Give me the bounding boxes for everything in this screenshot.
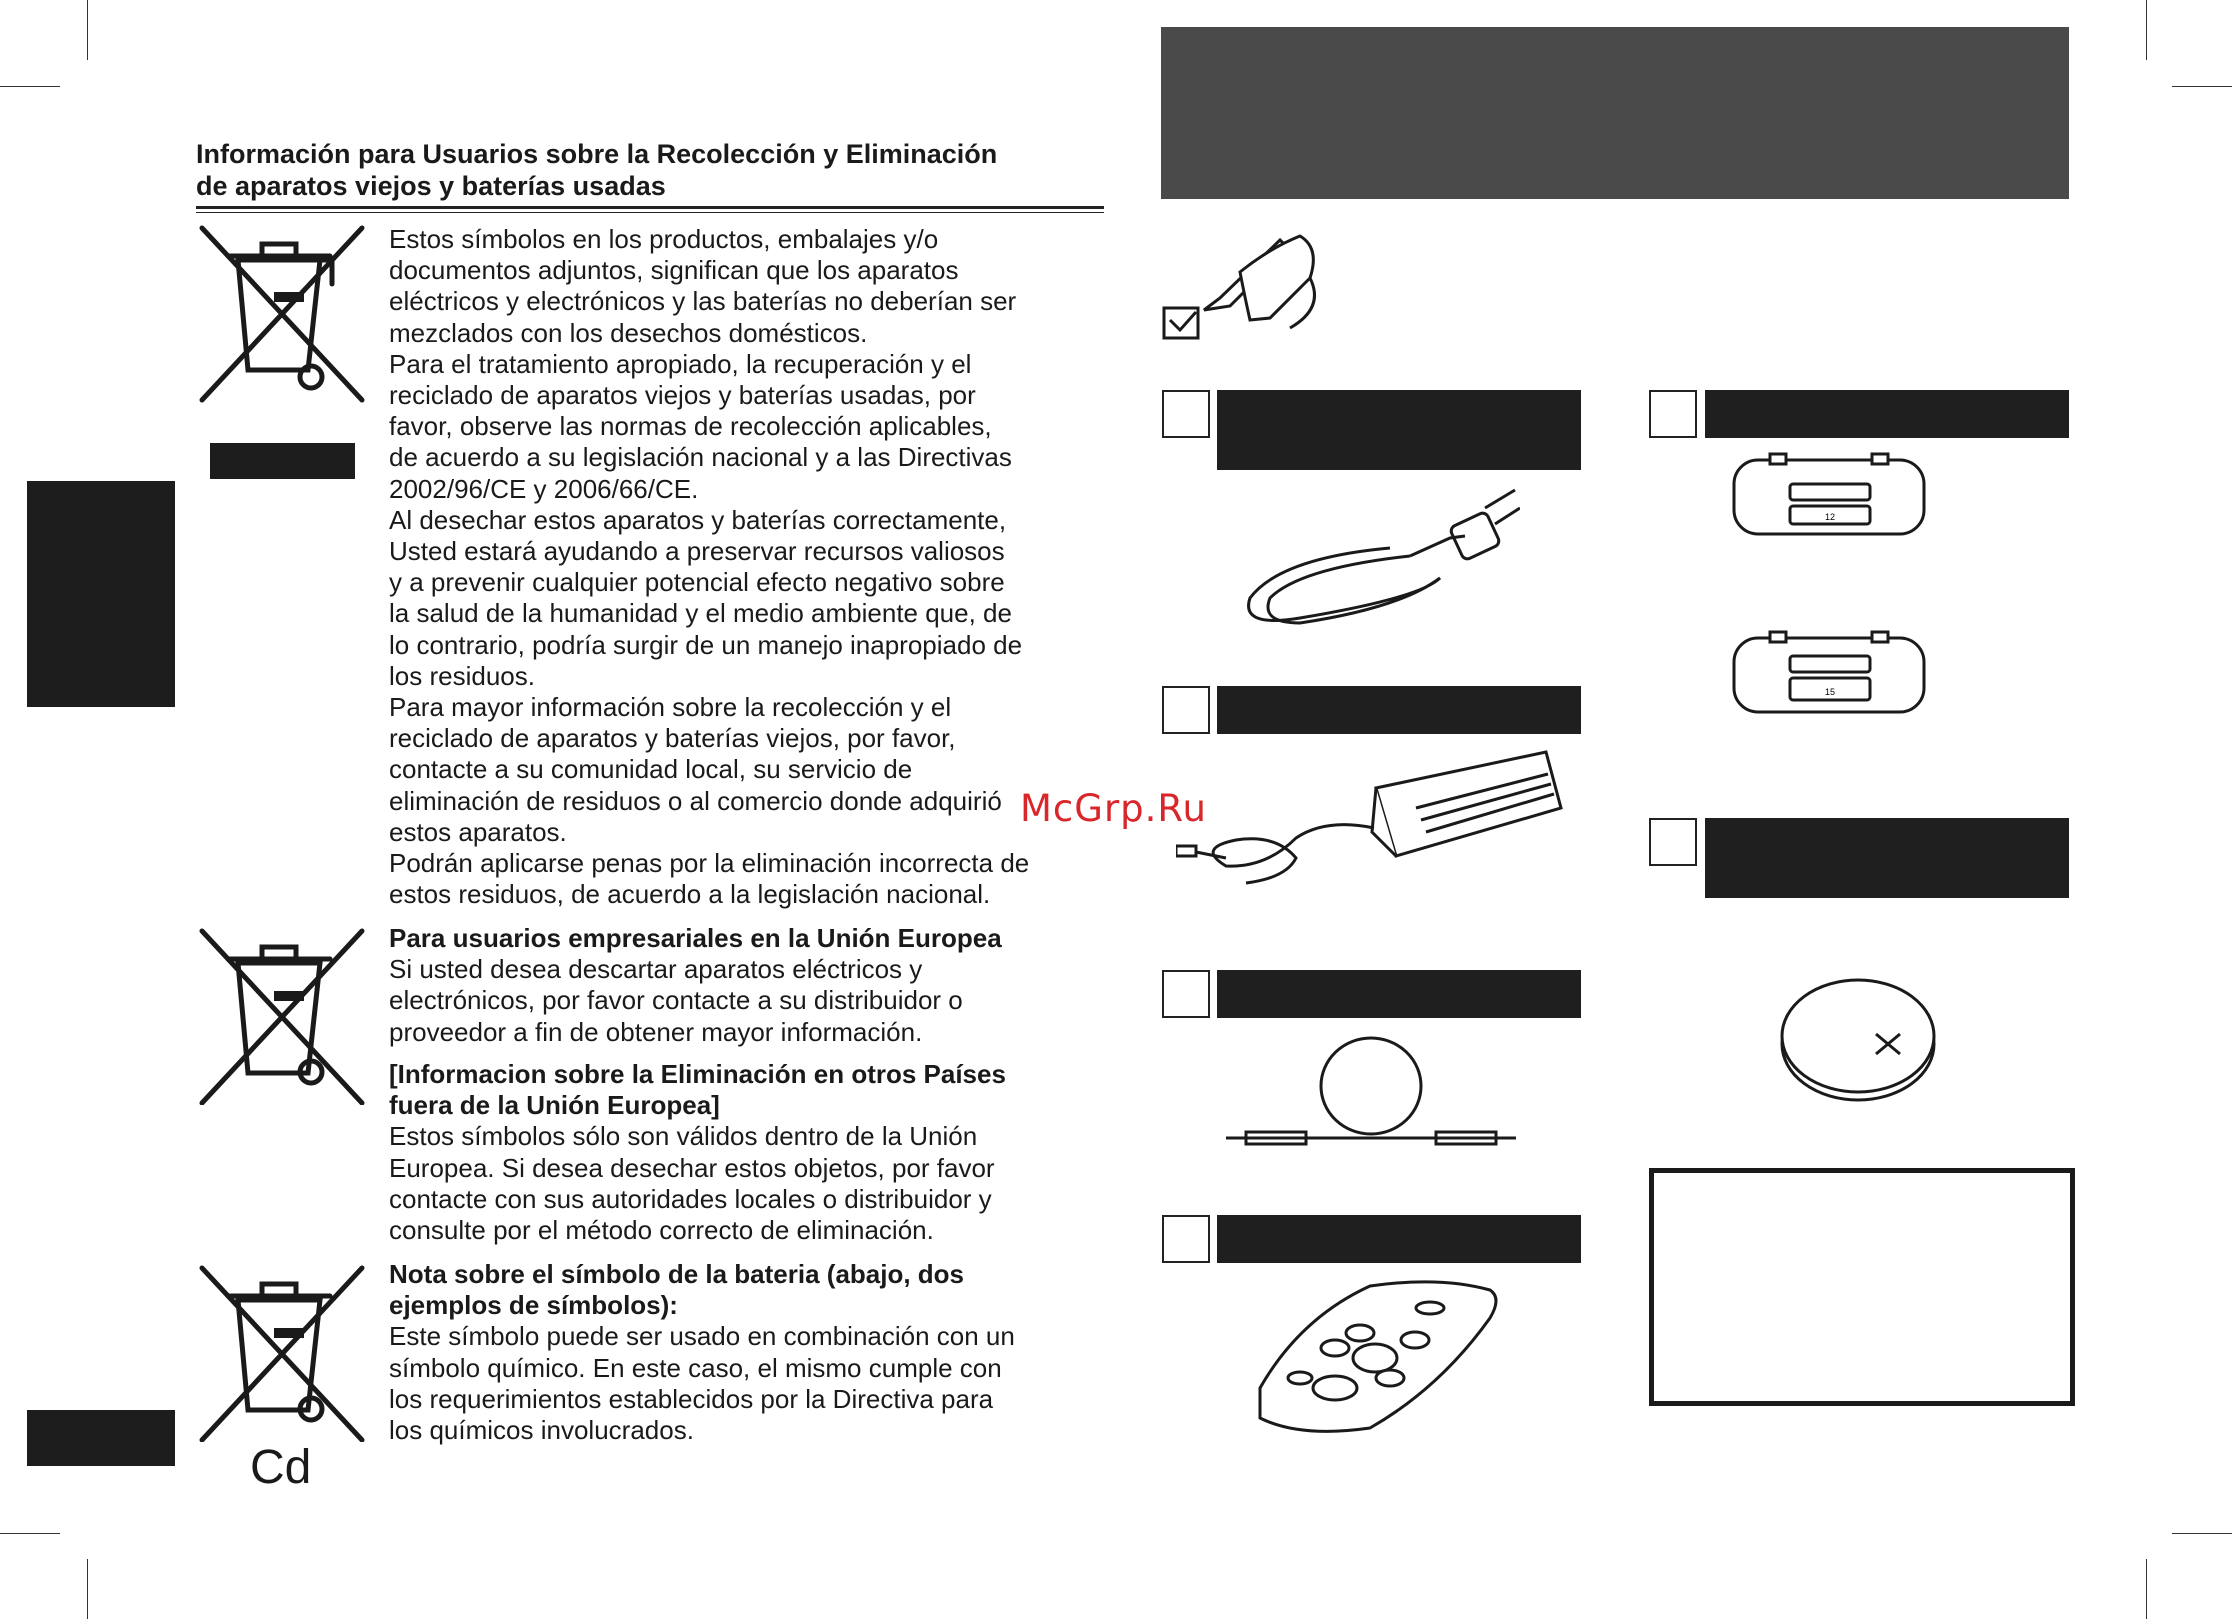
text-line: electrónicos, por favor contacte a su distribuidor o — [389, 985, 963, 1016]
ac-adaptor-icon — [1176, 748, 1566, 898]
text-line: Usted estará ayudando a preservar recursos valiosos — [389, 536, 1005, 567]
crop-mark — [2146, 1559, 2147, 1619]
title-line: de aparatos viejos y baterías usadas — [196, 171, 666, 201]
title-line: Información para Usuarios sobre la Recolección y Eliminación — [196, 139, 998, 169]
text-line: documentos adjuntos, significan que los aparatos — [389, 255, 959, 286]
crop-mark — [2172, 1533, 2232, 1534]
text-line: 2002/96/CE y 2006/66/CE. — [389, 473, 699, 504]
text-line: y a prevenir cualquier potencial efecto negativo sobre — [389, 567, 1005, 598]
heading-rule — [196, 206, 1104, 209]
ac-power-cord-icon — [1240, 478, 1520, 628]
crop-mark — [87, 0, 88, 60]
section-heading: ejemplos de símbolos): — [389, 1290, 678, 1321]
item-label-bar — [1217, 390, 1581, 470]
text-line: reciclado de aparatos viejos y baterías usadas, por — [389, 380, 976, 411]
weee-bin-icon — [196, 222, 366, 407]
item-label-bar — [1705, 818, 2069, 898]
text-line: contacte con sus autoridades locales o distribuidor y — [389, 1183, 992, 1214]
text-line: Estos símbolos en los productos, embalajes y/o — [389, 224, 939, 254]
note-box — [1649, 1168, 2075, 1406]
section-heading: Para usuarios empresariales en la Unión Europea — [389, 923, 1002, 953]
text-line: favor, observe las normas de recolección aplicables, — [389, 411, 992, 442]
watermark: McGrp.Ru — [1020, 787, 1207, 830]
weee-bar — [210, 443, 355, 479]
battery-note-section — [389, 1259, 1101, 1446]
crop-mark — [0, 1533, 60, 1534]
crop-mark — [2146, 0, 2147, 60]
outside-eu-section — [389, 1059, 1101, 1246]
crop-mark — [0, 86, 60, 87]
item-number-box — [1162, 390, 1210, 438]
text-line: mezclados con los desechos domésticos. — [389, 317, 868, 348]
text-line: estos aparatos. — [389, 816, 567, 847]
item-number-box — [1649, 818, 1697, 866]
audio-cable-icon — [1226, 1036, 1516, 1156]
text-line: Para mayor información sobre la recolección y el — [389, 692, 952, 723]
dock-number-label: 15 — [1824, 687, 1836, 697]
dock-adapter-icon — [1730, 450, 1930, 538]
text-line: Estos símbolos sólo son válidos dentro de la Unión — [389, 1121, 978, 1152]
text-line: Si usted desea descartar aparatos eléctricos y — [389, 954, 923, 985]
text-line: proveedor a fin de obtener mayor información. — [389, 1016, 923, 1047]
text-line: de acuerdo a su legislación nacional y a las Directivas — [389, 442, 1012, 473]
battery-chemical-symbol: Cd — [250, 1441, 312, 1494]
item-number-box — [1162, 1215, 1210, 1263]
section-banner — [1161, 27, 2069, 199]
text-line: contacte a su comunidad local, su servicio de — [389, 754, 913, 785]
crop-mark — [87, 1559, 88, 1619]
coin-battery-icon — [1778, 978, 1938, 1102]
text-line: la salud de la humanidad y el medio ambiente que, de — [389, 598, 1012, 629]
item-number-box — [1162, 970, 1210, 1018]
text-line: lo contrario, podría surgir de un manejo inapropiado de — [389, 629, 1023, 660]
weee-bin-icon — [196, 1262, 366, 1442]
text-line: eliminación de residuos o al comercio donde adquirió — [389, 785, 1002, 816]
text-line: eléctricos y electrónicos y las baterías no deberían ser — [389, 286, 1017, 317]
text-line: los químicos involucrados. — [389, 1415, 694, 1446]
heading-rule — [196, 212, 1104, 213]
item-label-bar — [1217, 970, 1581, 1018]
section-heading: Nota sobre el símbolo de la bateria (abajo, dos — [389, 1259, 965, 1289]
business-users-section — [389, 923, 1101, 1048]
page-title — [196, 138, 1076, 202]
text-line: consulte por el método correcto de eliminación. — [389, 1215, 934, 1246]
section-heading: fuera de la Unión Europea] — [389, 1090, 720, 1121]
item-label-bar — [1217, 1215, 1581, 1263]
page-number-tab — [27, 1410, 175, 1466]
text-line: los requerimientos establecidos por la Directiva para — [389, 1383, 994, 1414]
text-line: Para el tratamiento apropiado, la recuperación y el — [389, 348, 972, 379]
dock-number-label: 12 — [1824, 512, 1836, 522]
text-line: Al desechar estos aparatos y baterías correctamente, — [389, 504, 1007, 535]
dock-adapter-icon — [1730, 628, 1930, 716]
section-heading: [Informacion sobre la Eliminación en otros Países — [389, 1059, 1006, 1089]
item-number-box — [1162, 686, 1210, 734]
check-pen-icon — [1160, 228, 1330, 344]
text-line: reciclado de aparatos y baterías viejos, por favor, — [389, 723, 956, 754]
weee-bin-icon — [196, 925, 366, 1105]
text-line: Este símbolo puede ser usado en combinación con un — [389, 1321, 1015, 1352]
item-number-box — [1649, 390, 1697, 438]
text-line: Europea. Si desea desechar estos objetos, por favor — [389, 1152, 995, 1183]
text-line: estos residuos, de acuerdo a la legislación nacional. — [389, 879, 991, 910]
disposal-text — [389, 224, 1101, 910]
text-line: los residuos. — [389, 660, 535, 691]
side-tab — [27, 481, 175, 707]
crop-mark — [2172, 86, 2232, 87]
remote-control-icon — [1240, 1278, 1510, 1438]
text-line: Podrán aplicarse penas por la eliminación incorrecta de — [389, 848, 1030, 879]
item-label-bar — [1217, 686, 1581, 734]
text-line: símbolo químico. En este caso, el mismo cumple con — [389, 1352, 1002, 1383]
item-label-bar — [1705, 390, 2069, 438]
